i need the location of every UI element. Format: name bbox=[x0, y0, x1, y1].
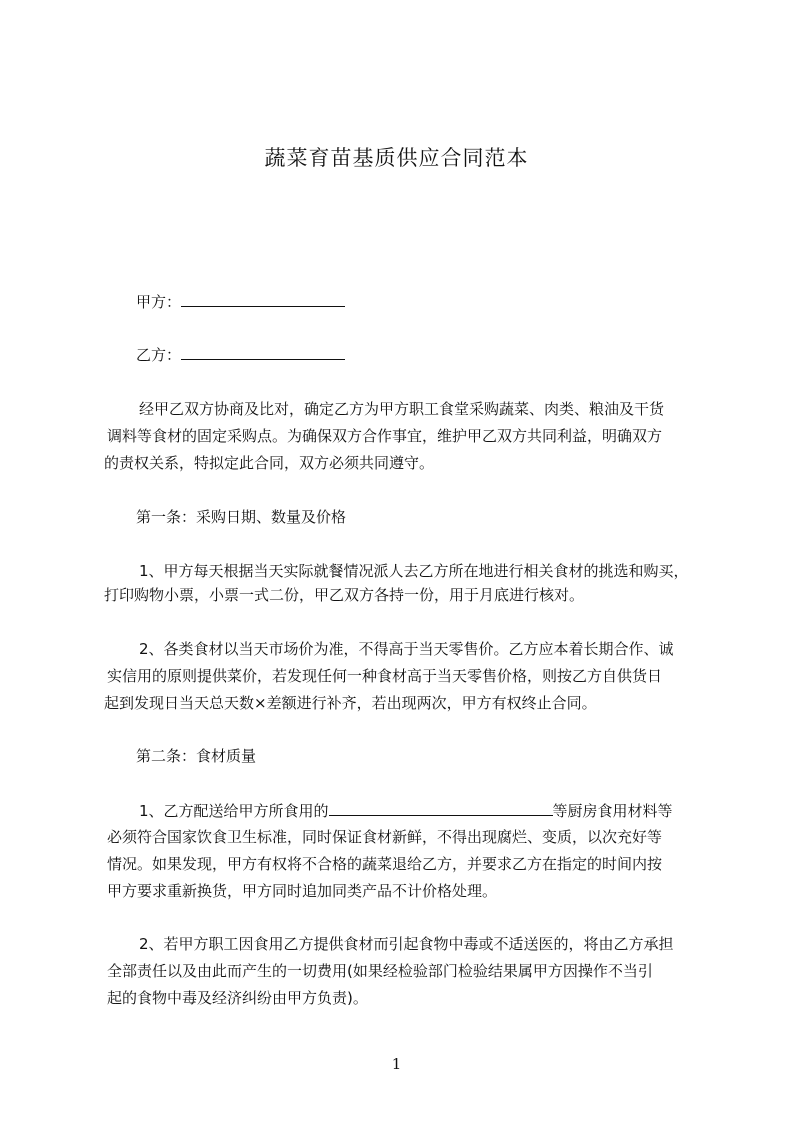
article-1-heading: 第一条：采购日期、数量及价格 bbox=[136, 508, 347, 526]
article-2-clause-1-line: 情况。如果发现，甲方有权将不合格的蔬菜退给乙方，并要求乙方在指定的时间内按 bbox=[107, 855, 663, 873]
document-title: 蔬菜育苗基质供应合同范本 bbox=[264, 146, 529, 170]
party-a-label: 甲方： bbox=[136, 293, 182, 311]
article-2-clause-1-line: 必须符合国家饮食卫生标准，同时保证食材新鲜，不得出现腐烂、变质，以次充好等 bbox=[107, 828, 663, 846]
intro-line: 的责权关系，特拟定此合同，双方必须共同遵守。 bbox=[104, 454, 435, 472]
party-b-blank[interactable] bbox=[181, 344, 345, 360]
article-2-heading: 第二条：食材质量 bbox=[136, 747, 257, 765]
intro-line: 调料等食材的固定采购点。为确保双方合作事宜，维护甲乙双方共同利益，明确双方 bbox=[107, 427, 663, 445]
article-2-clause-1-line bbox=[139, 800, 673, 821]
clause-1-prefix: 1、乙方配送给甲方所食用的 bbox=[139, 802, 329, 820]
article-2-clause-1-line: 甲方要求重新换货，甲方同时追加同类产品不计价格处理。 bbox=[107, 882, 498, 900]
food-items-blank[interactable] bbox=[329, 800, 553, 816]
party-b-line bbox=[136, 344, 345, 365]
page-number: 1 bbox=[391, 1055, 402, 1073]
clause-1-suffix: 等厨房食用材料等 bbox=[552, 802, 673, 820]
article-1-clause-2-line: 起到发现日当天总天数×差额进行补齐，若出现两次，甲方有权终止合同。 bbox=[104, 694, 597, 712]
article-2-clause-2-line: 2、若甲方职工因食用乙方提供食材而引起食物中毒或不适送医的，将由乙方承担 bbox=[139, 935, 674, 953]
intro-line: 经甲乙双方协商及比对，确定乙方为甲方职工食堂采购蔬菜、肉类、粮油及干货 bbox=[139, 400, 665, 418]
party-b-label: 乙方： bbox=[136, 346, 182, 364]
article-2-clause-2-line: 起的食物中毒及经济纠纷由甲方负责)。 bbox=[107, 989, 368, 1007]
party-a-blank[interactable] bbox=[181, 291, 345, 307]
article-1-clause-2-line: 实信用的原则提供菜价，若发现任何一种食材高于当天零售价格，则按乙方自供货日 bbox=[107, 667, 663, 685]
party-a-line bbox=[136, 291, 345, 312]
article-2-clause-2-line: 全部责任以及由此而产生的一切费用(如果经检验部门检验结果属甲方因操作不当引 bbox=[107, 962, 653, 980]
article-1-clause-1-line: 打印购物小票，小票一式二份，甲乙双方各持一份，用于月底进行核对。 bbox=[104, 586, 585, 604]
article-1-clause-2-line: 2、各类食材以当天市场价为准，不得高于当天零售价。乙方应本着长期合作、诚 bbox=[139, 640, 674, 658]
article-1-clause-1-line: 1、甲方每天根据当天实际就餐情况派人去乙方所在地进行相关食材的挑选和购买， bbox=[139, 562, 689, 580]
